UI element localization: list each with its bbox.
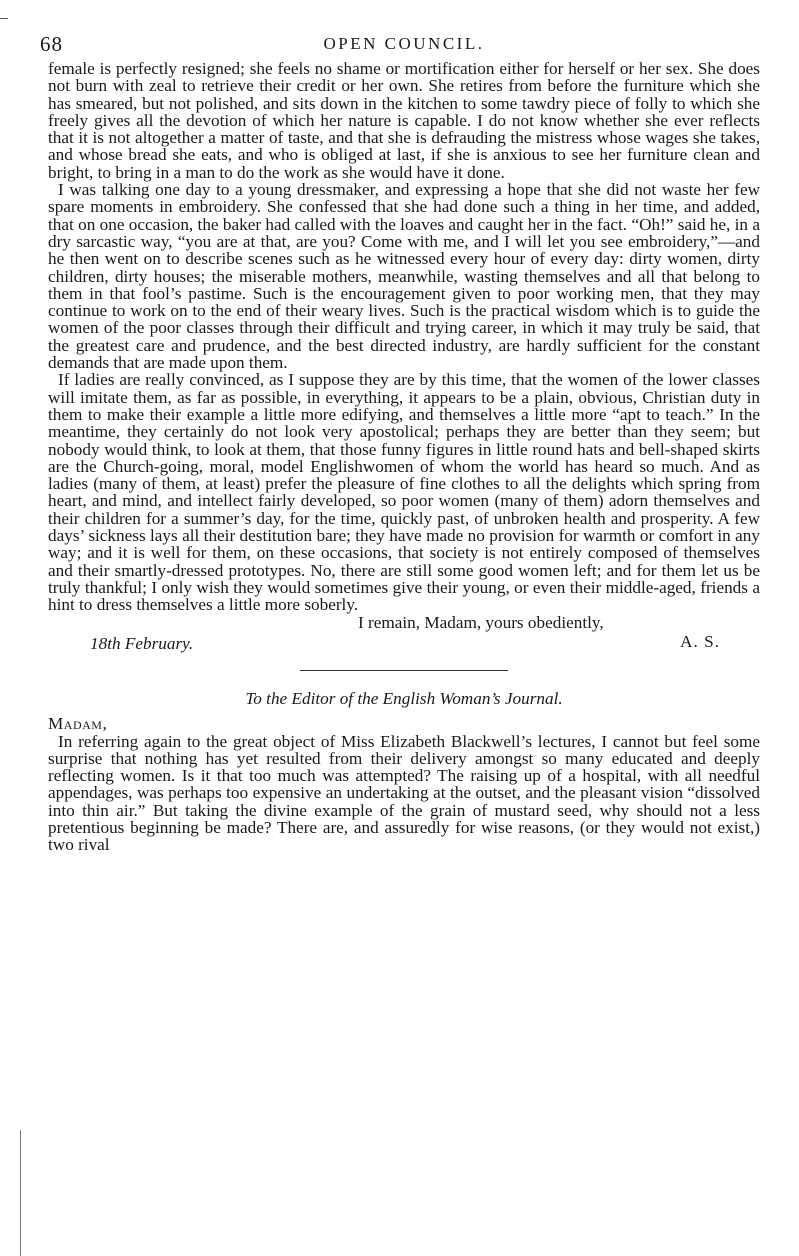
margin-rule xyxy=(20,1130,21,1256)
section-divider xyxy=(300,670,508,671)
page xyxy=(40,30,760,855)
running-head xyxy=(40,30,760,60)
salutation: Madam, xyxy=(48,713,108,733)
letter-signoff xyxy=(48,614,760,654)
letter-date: 18th February. xyxy=(90,633,194,653)
paragraph-4: In referring again to the great object of Miss Elizabeth Blackwell’s lectures, I cannot but feel some surprise that nothing has yet resulted from their delivery amongst so many educated and deeply reflecting women. Is it that too much was attempted? The raising up of a hospital, with all needful appendages, was perhaps too expensive an undertaking at the outset, and the pleasant vision “dissolved into thin air.” But taking the divine example of the grain of mustard seed, why should not a less pretentious beginning be made? There are, and assuredly for wise reasons, (or they would not exist,) two rival xyxy=(48,731,760,855)
page-number: 68 xyxy=(40,32,63,56)
running-title: OPEN COUNCIL. xyxy=(323,34,485,53)
letter-heading: To the Editor of the English Woman’s Journal. xyxy=(245,688,563,708)
paragraph-2: I was talking one day to a young dressmaker, and expressing a hope that she did not waste her few spare moments in embroidery. She confessed that she had done such a thing in her time, and added, that on one occasion, the baker had called with the loaves and caught her in the fact. “Oh!” said he, in a dry sarcastic way, “you are at that, are you? Come with me, and I will let you see embroidery,”—and he then went on to describe scenes such as he witnessed every hour of every day: dirty women, dirty children, dirty houses; the miserable mothers, meanwhile, wasting themselves and all that belong to them in that fool’s pastime. Such is the encouragement given to poor working men, that they may continue to work on to the end of their weary lives. Such is the practical wisdom which is to guide the women of the poor classes through their difficult and trying career, in which it may truly be said, that the greatest care and prudence, and the best directed industry, are hardly sufficient for the constant demands that are made upon them. xyxy=(48,180,760,373)
author-initials: A. S. xyxy=(680,631,720,651)
closing-line: I remain, Madam, yours obediently, xyxy=(358,612,604,632)
paragraph-1: female is perfectly resigned; she feels no shame or mortification either for herself or her sex. She does not burn with zeal to retrieve their credit or her own. She retires from before the furniture which she has smeared, but not polished, and sits down in the kitchen to some tawdry piece of folly to which she freely gives all the devotion of which her nature is capable. I do not know whether she ever reflects that it is not altogether a matter of taste, and that she is defrauding the mistress whose wages she takes, and whose bread she eats, and who is obliged at last, if she is anxious to see her furniture clean and bright, to bring in a man to do the work as she would have it done. xyxy=(48,59,760,182)
paragraph-3: If ladies are really convinced, as I suppose they are by this time, that the women of the lower classes will imitate them, as far as possible, in everything, it appears to be a plain, obvious, Christian duty in them to make their example a little more edifying, and themselves a little more “apt to teach.” In the meantime, they certainly do not look very apostolical; perhaps they are better than they seem; but nobody would think, to look at them, that those funny figures in little round hats and bell-shaped skirts are the Church-going, moral, model Englishwomen of whom the world has heard so much. And as ladies (many of them, at least) prefer the pleasure of fine clothes to all the delights which spring from heart, and mind, and intellect fairly developed, so poor women (many of them) adorn themselves and their children for a summer’s day, for the time, quickly past, of unbroken health and prosperity. A few days’ sickness lays all their destitution bare; they have made no provision for warmth or comfort in any way; and it is well for them, on these occasions, that society is not entirely composed of themselves and their smartly-dressed prototypes. No, there are still some good women left; and for them let us be truly thankful; I only wish they would sometimes give their young, or even their middle-aged, friends a hint to dress themselves a little more soberly. xyxy=(48,370,760,615)
margin-mark xyxy=(0,18,8,19)
